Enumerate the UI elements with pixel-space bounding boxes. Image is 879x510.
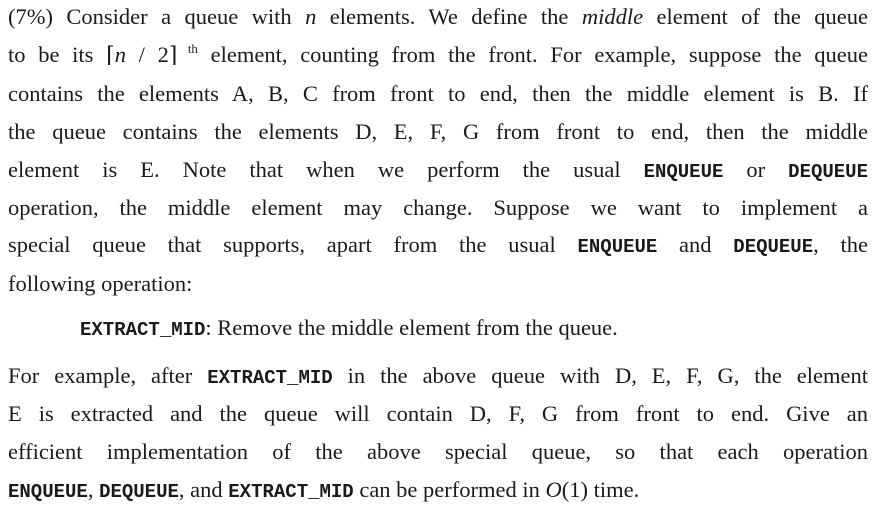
text: element is E. Note that when we perform the usual (8, 157, 644, 182)
keyword-dequeue: DEQUEUE (99, 481, 179, 503)
text: (7%) Consider a queue with (8, 4, 306, 29)
keyword-enqueue: ENQUEUE (8, 481, 88, 503)
keyword-enqueue: ENQUEUE (577, 236, 658, 258)
text-line-8: following operation: (8, 271, 193, 296)
text: / 2 (125, 42, 169, 67)
keyword-dequeue: DEQUEUE (788, 161, 868, 183)
text-line-4: the queue contains the elements D, E, F, G from front to end, then the middle (8, 119, 868, 144)
keyword-enqueue: ENQUEUE (643, 161, 724, 183)
operation-definition (80, 313, 618, 343)
big-o: O (545, 477, 562, 502)
text-line-7 (8, 230, 868, 260)
keyword-extract-mid: EXTRACT_MID (80, 319, 206, 341)
text: , the (813, 232, 868, 257)
text: can be performed in (353, 477, 546, 502)
text: , and (178, 477, 229, 502)
text: For example, after (8, 363, 208, 388)
text-line-13 (8, 475, 639, 505)
text: in the above queue with D, E, F, G, the element (332, 363, 868, 388)
emphasis-middle: middle (581, 4, 644, 29)
superscript-th: th (177, 41, 198, 56)
ceil-right-symbol: ⌉ (168, 43, 178, 68)
text-line-1 (8, 2, 868, 32)
text-line-12: efficient implementation of the above special queue, so that each operation (8, 439, 868, 464)
ceil-left-symbol: ⌈ (106, 43, 115, 68)
text: to be its (8, 42, 107, 67)
text-line-3: contains the elements A, B, C from front to end, then the middle element is B. If (8, 81, 868, 106)
keyword-extract-mid: EXTRACT_MID (207, 367, 333, 389)
text-line-2 (8, 40, 868, 70)
text-line-10 (8, 361, 868, 391)
text: , (87, 477, 100, 502)
text: : Remove the middle element from the queue. (205, 315, 618, 340)
text-line-5 (8, 155, 868, 185)
text: and (657, 232, 734, 257)
text-line-6: operation, the middle element may change. Suppose we want to implement a (8, 195, 868, 220)
text-line-11: E is extracted and the queue will contain D, F, G from front to end. Give an (8, 401, 868, 426)
text: element of the queue (643, 4, 868, 29)
variable-n: n (305, 4, 317, 29)
text: element, counting from the front. For example, suppose the queue (197, 42, 868, 67)
text: or (723, 157, 789, 182)
variable-n: n (114, 42, 126, 67)
keyword-dequeue: DEQUEUE (733, 236, 814, 258)
text: special queue that supports, apart from the usual (8, 232, 578, 257)
text: (1) time. (561, 477, 640, 502)
keyword-extract-mid: EXTRACT_MID (228, 481, 354, 503)
text: elements. We define the (316, 4, 582, 29)
